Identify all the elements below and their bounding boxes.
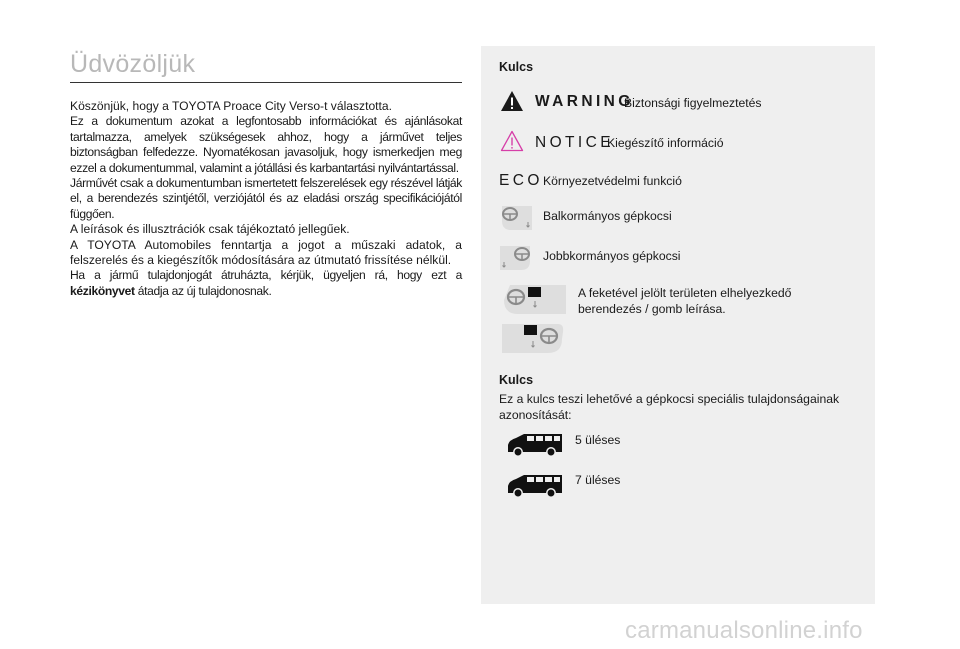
notice-desc: Kiegészítő információ: [607, 136, 724, 150]
intro-handover: [70, 268, 462, 299]
intro-line: Járművét csak a dokumentumban ismertetett felszerelések egy részével látják el, a berendezés szintjétől, verziójától és az eladási ország specifikációjától függően.: [70, 176, 462, 221]
key2-text-line2: azonosítását:: [499, 408, 572, 422]
notice-label: NOTICE: [535, 134, 614, 151]
warning-label: WARNING: [535, 93, 634, 110]
page-title: Üdvözöljük: [70, 50, 196, 78]
dashboard-location-rhd-icon: [500, 322, 566, 354]
key-panel: [481, 46, 875, 604]
left-hand-drive-icon: [499, 205, 533, 231]
key2-text-line1: Ez a kulcs teszi lehetővé a gépkocsi speciális tulajdonságainak: [499, 392, 840, 406]
handover-text-end: átadja az új tulajdonosnak.: [134, 283, 272, 298]
notice-icon: [500, 130, 524, 152]
key-title: Kulcs: [499, 60, 534, 74]
title-divider: [70, 82, 462, 83]
warning-icon: [500, 90, 524, 112]
eco-label: ECO: [499, 172, 543, 189]
seat7-label: 7 üléses: [575, 473, 621, 487]
warning-desc: Biztonsági figyelmeztetés: [624, 96, 762, 110]
watermark: carmanualsonline.info: [625, 617, 863, 644]
handover-manual: kézikönyvet: [70, 283, 135, 298]
key2-title: Kulcs: [499, 373, 534, 387]
lhd-desc: Balkormányos gépkocsi: [543, 209, 672, 223]
handover-text: Ha a jármű tulajdonjogát átruházta, kérjük, ügyeljen rá, hogy ezt a: [70, 268, 462, 283]
intro-line: Köszönjük, hogy a TOYOTA Proace City Verso-t választotta.: [70, 99, 392, 113]
intro-line: A leírások és illusztrációk csak tájékoztató jellegűek.: [70, 222, 350, 237]
intro-line: Ez a dokumentum azokat a legfontosabb információkat és ajánlásokat tartalmazza, amelyek szükségesek ahhoz, hogy a járművet teljes biztonságban felfedezze. Nyomatékosan javasoljuk, hogy ismerkedjen meg ezzel a dokumentummal, valamint a jótállási és karbantartási nyilvántartással.: [70, 114, 462, 175]
van-5-seats-icon: [505, 432, 565, 458]
intro-text: [70, 99, 462, 299]
rhd-desc: Jobbkormányos gépkocsi: [543, 249, 681, 263]
dashboard-location-lhd-icon: [500, 283, 566, 315]
seat5-label: 5 üléses: [575, 433, 621, 447]
location-desc-line2: berendezés / gomb leírása.: [578, 302, 726, 316]
van-7-seats-icon: [505, 473, 565, 499]
eco-desc: Környezetvédelmi funkció: [543, 174, 682, 188]
location-desc-line1: A feketével jelölt területen elhelyezkedő: [578, 286, 792, 300]
right-hand-drive-icon: [499, 245, 533, 271]
intro-line: A TOYOTA Automobiles fenntartja a jogot a műszaki adatok, a felszerelés és a kiegészítők módosítására az útmutató frissítése nélkül.: [70, 237, 462, 268]
